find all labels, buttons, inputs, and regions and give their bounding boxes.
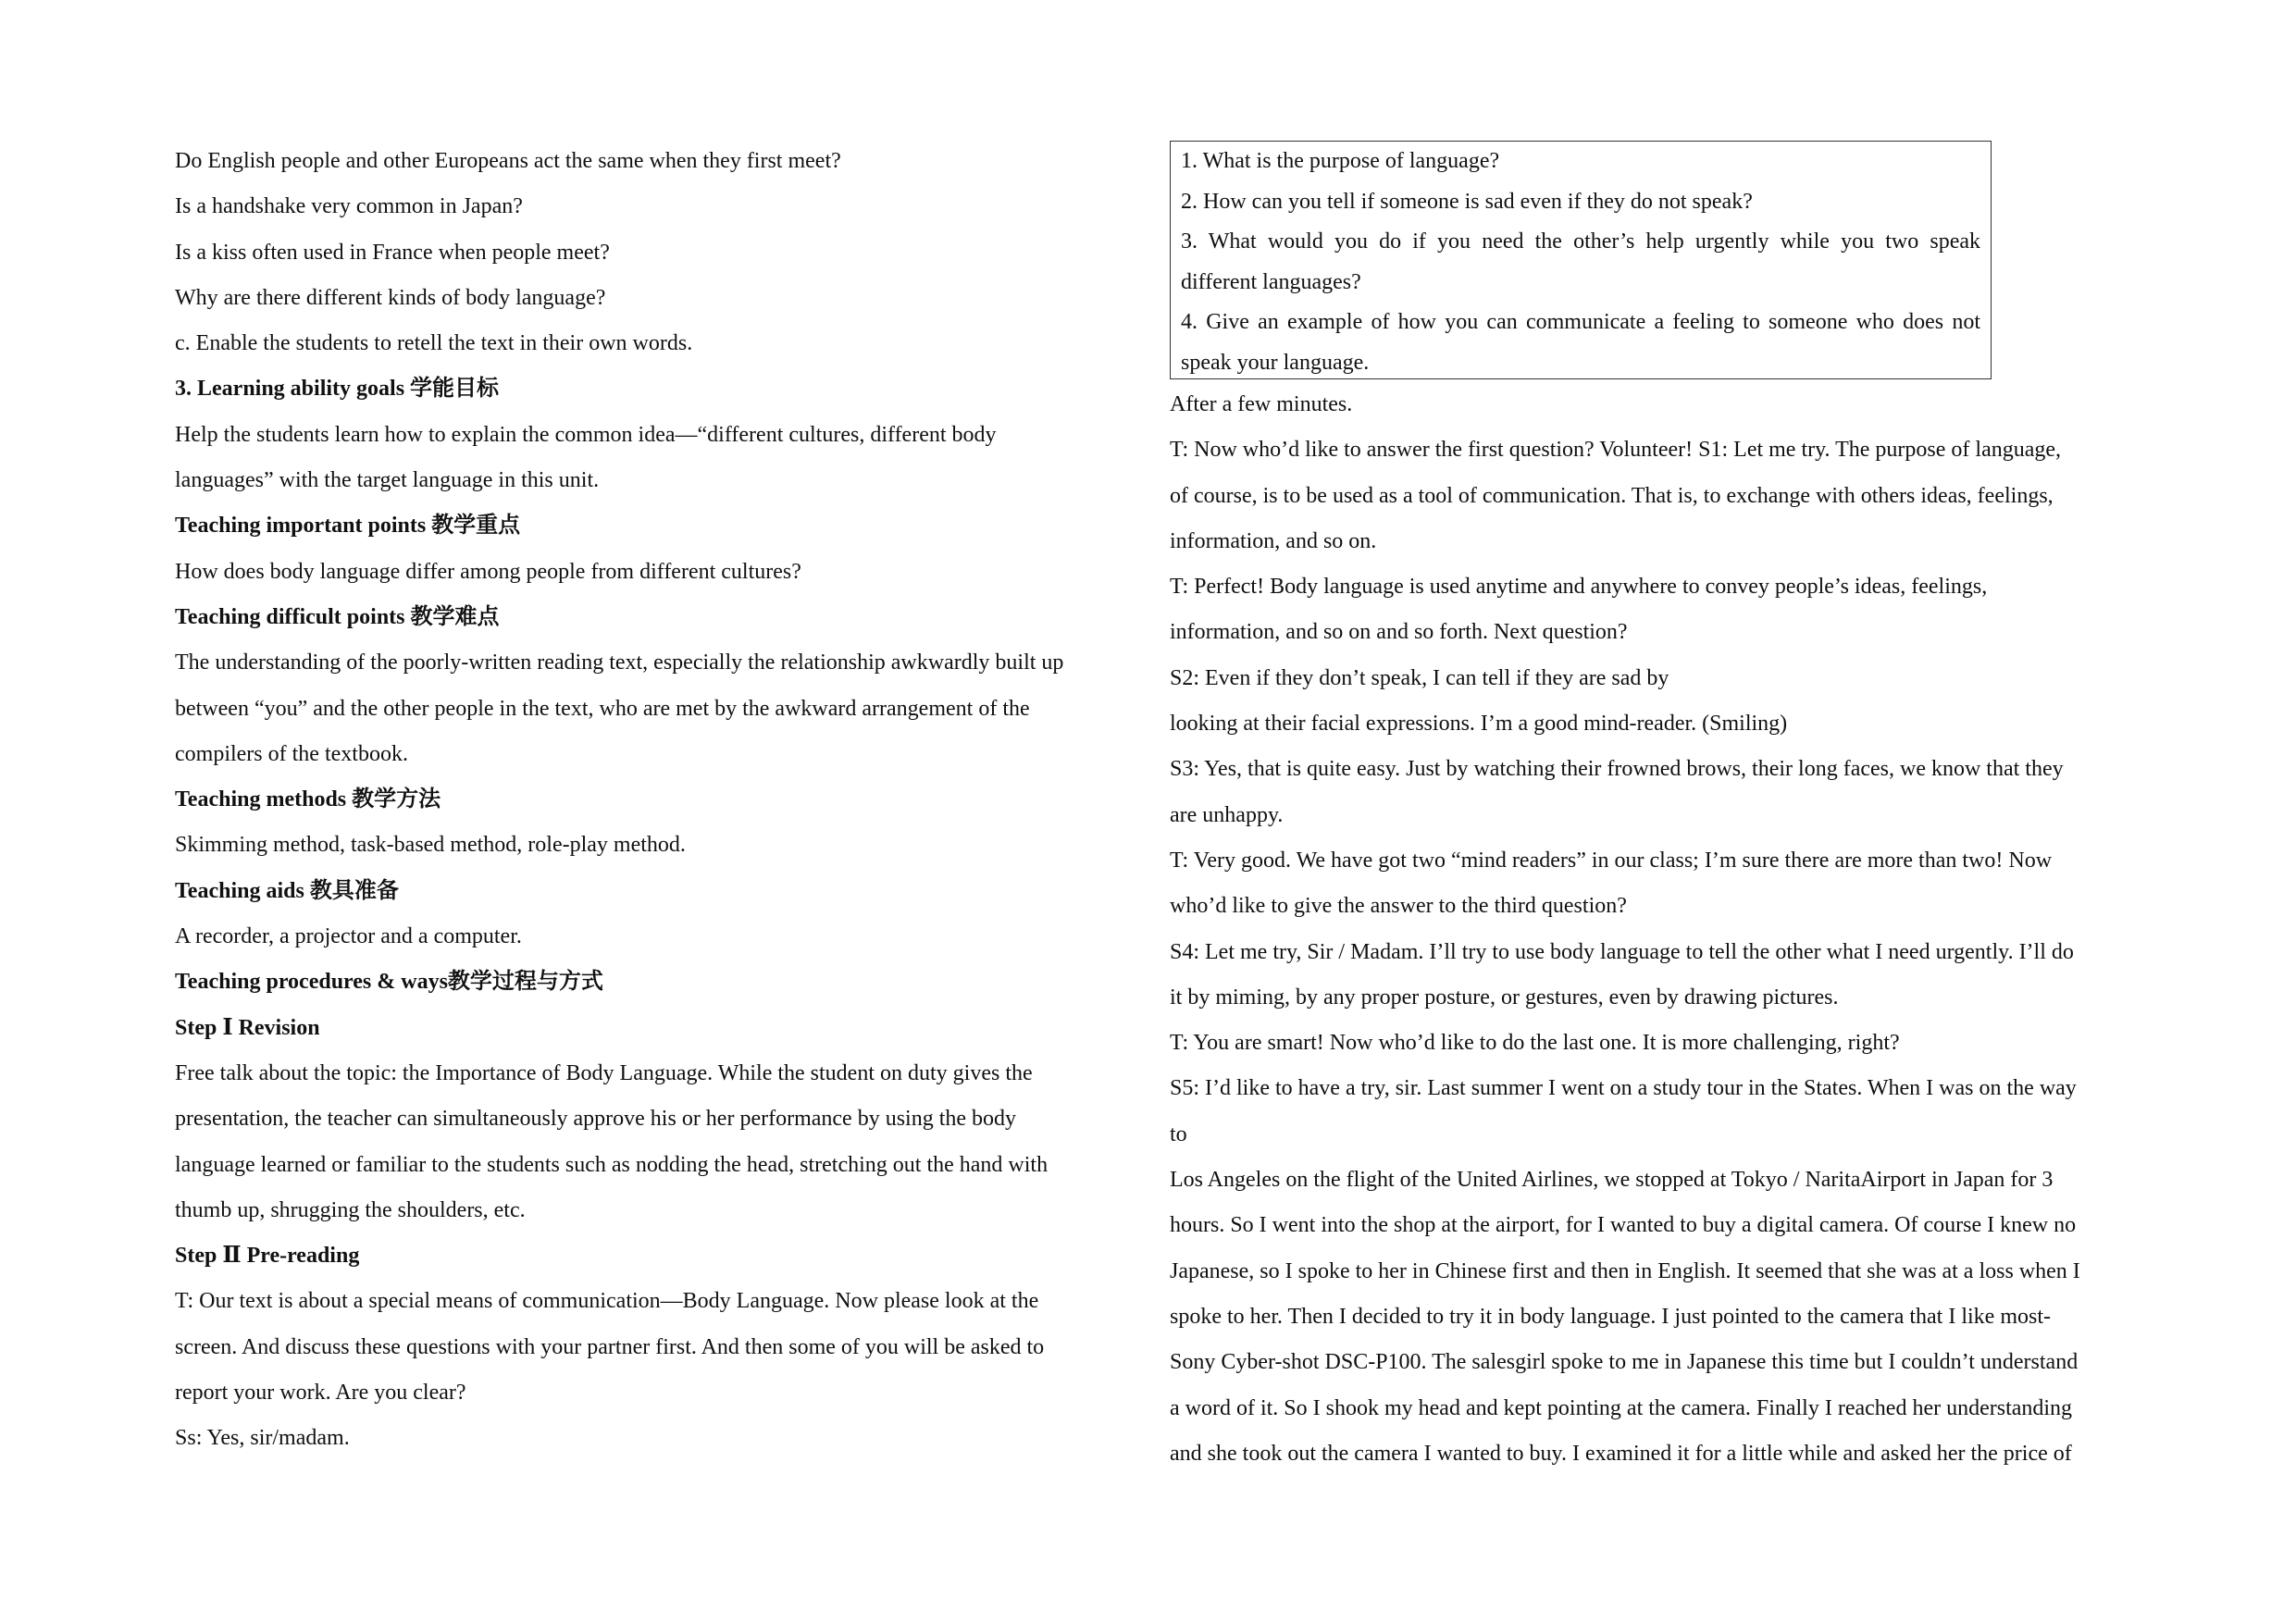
dialogue-line: who’d like to give the answer to the third question?: [1170, 894, 1627, 919]
section-heading: Teaching important points 教学重点: [175, 514, 521, 539]
text-line: compilers of the textbook.: [175, 741, 408, 766]
dialogue-line: Los Angeles on the flight of the United Airlines, we stopped at Tokyo / NaritaAirport in Japan for 3: [1170, 1168, 2054, 1193]
section-heading: Teaching difficult points 教学难点: [175, 604, 500, 629]
text-line: report your work. Are you clear?: [175, 1381, 466, 1406]
question-line: speak your language.: [1181, 350, 1370, 375]
text-line: presentation, the teacher can simultaneously approve his or her performance by using the body: [175, 1107, 1017, 1132]
dialogue-line: information, and so on.: [1170, 528, 1377, 553]
dialogue-line: to: [1170, 1121, 1187, 1146]
dialogue-line: S2: Even if they don’t speak, I can tell if they are sad by: [1170, 665, 1669, 690]
right-column: [1170, 382, 2141, 1477]
section-heading: Step Ⅱ Pre-reading: [175, 1244, 360, 1269]
section-heading: Teaching procedures & ways教学过程与方式: [175, 970, 603, 995]
dialogue-line: S3: Yes, that is quite easy. Just by watching their frowned brows, their long faces, we know that they: [1170, 757, 2064, 782]
text-line: screen. And discuss these questions with your partner first. And then some of you will be asked to: [175, 1334, 1045, 1359]
text-line: Is a kiss often used in France when people meet?: [175, 240, 610, 265]
text-line: A recorder, a projector and a computer.: [175, 924, 522, 949]
text-line: Do English people and other Europeans act the same when they first meet?: [175, 149, 841, 173]
text-line: Skimming method, task-based method, role-play method.: [175, 833, 686, 858]
question-line: 2. How can you tell if someone is sad even if they do not speak?: [1181, 189, 1753, 214]
text-line: language learned or familiar to the students such as nodding the head, stretching out the hand with: [175, 1152, 1049, 1177]
dialogue-line: After a few minutes.: [1170, 392, 1353, 416]
text-line: c. Enable the students to retell the text in their own words.: [175, 331, 693, 356]
dialogue-line: are unhappy.: [1170, 802, 1284, 827]
discussion-questions-box: [1170, 141, 1992, 379]
dialogue-line: looking at their facial expressions. I’m a good mind-reader. (Smiling): [1170, 712, 1788, 737]
text-line: How does body language differ among people from different cultures?: [175, 559, 801, 584]
dialogue-line: it by miming, by any proper posture, or gestures, even by drawing pictures.: [1170, 985, 1839, 1010]
text-line: Free talk about the topic: the Importance of Body Language. While the student on duty gives the: [175, 1060, 1033, 1085]
section-heading: 3. Learning ability goals 学能目标: [175, 377, 500, 402]
question-line: 3. What would you do if you need the other’s help urgently while you two speak: [1181, 229, 1980, 254]
dialogue-line: Japanese, so I spoke to her in Chinese first and then in English. It seemed that she was at a loss when I: [1170, 1258, 2080, 1283]
text-line: between “you” and the other people in the text, who are met by the awkward arrangement of the: [175, 696, 1030, 721]
dialogue-line: hours. So I went into the shop at the airport, for I wanted to buy a digital camera. Of course I knew no: [1170, 1213, 2077, 1238]
dialogue-line: Sony Cyber-shot DSC-P100. The salesgirl spoke to me in Japanese this time but I couldn’t understand: [1170, 1350, 2079, 1375]
dialogue-line: a word of it. So I shook my head and kept pointing at the camera. Finally I reached her understanding: [1170, 1395, 2073, 1420]
dialogue-line: T: Now who’d like to answer the first question? Volunteer! S1: Let me try. The purpose of language,: [1170, 438, 2062, 463]
question-line: 1. What is the purpose of language?: [1181, 149, 1500, 173]
question-line: different languages?: [1181, 269, 1361, 294]
text-line: Help the students learn how to explain the common idea—“different cultures, different body: [175, 422, 997, 447]
dialogue-line: spoke to her. Then I decided to try it in body language. I just pointed to the camera that I like most-: [1170, 1304, 2051, 1329]
dialogue-line: and she took out the camera I wanted to buy. I examined it for a little while and asked her the price of: [1170, 1441, 2072, 1466]
text-line: T: Our text is about a special means of communication—Body Language. Now please look at the: [175, 1289, 1039, 1314]
question-line: 4. Give an example of how you can communicate a feeling to someone who does not: [1181, 310, 1980, 334]
dialogue-line: S5: I’d like to have a try, sir. Last summer I went on a study tour in the States. When I was on the way: [1170, 1076, 2077, 1101]
section-heading: Step Ⅰ Revision: [175, 1015, 320, 1040]
left-column: [175, 139, 1119, 1462]
dialogue-line: of course, is to be used as a tool of communication. That is, to exchange with others ideas, feelings,: [1170, 483, 2054, 508]
text-line: Ss: Yes, sir/madam.: [175, 1426, 350, 1451]
dialogue-line: information, and so on and so forth. Next question?: [1170, 620, 1628, 645]
dialogue-line: T: Perfect! Body language is used anytime and anywhere to convey people’s ideas, feelings,: [1170, 575, 1988, 600]
section-heading: Teaching aids 教具准备: [175, 878, 399, 903]
text-line: languages” with the target language in this unit.: [175, 468, 600, 493]
text-line: Why are there different kinds of body language?: [175, 285, 606, 310]
text-line: Is a handshake very common in Japan?: [175, 194, 523, 219]
section-heading: Teaching methods 教学方法: [175, 787, 441, 812]
dialogue-line: S4: Let me try, Sir / Madam. I’ll try to use body language to tell the other what I need urgently. I’ll do: [1170, 939, 2074, 964]
dialogue-line: T: Very good. We have got two “mind readers” in our class; I’m sure there are more than two! Now: [1170, 848, 2053, 873]
text-line: The understanding of the poorly-written reading text, especially the relationship awkwardly built up: [175, 650, 1064, 675]
text-line: thumb up, shrugging the shoulders, etc.: [175, 1197, 526, 1222]
dialogue-line: T: You are smart! Now who’d like to do the last one. It is more challenging, right?: [1170, 1031, 1900, 1056]
